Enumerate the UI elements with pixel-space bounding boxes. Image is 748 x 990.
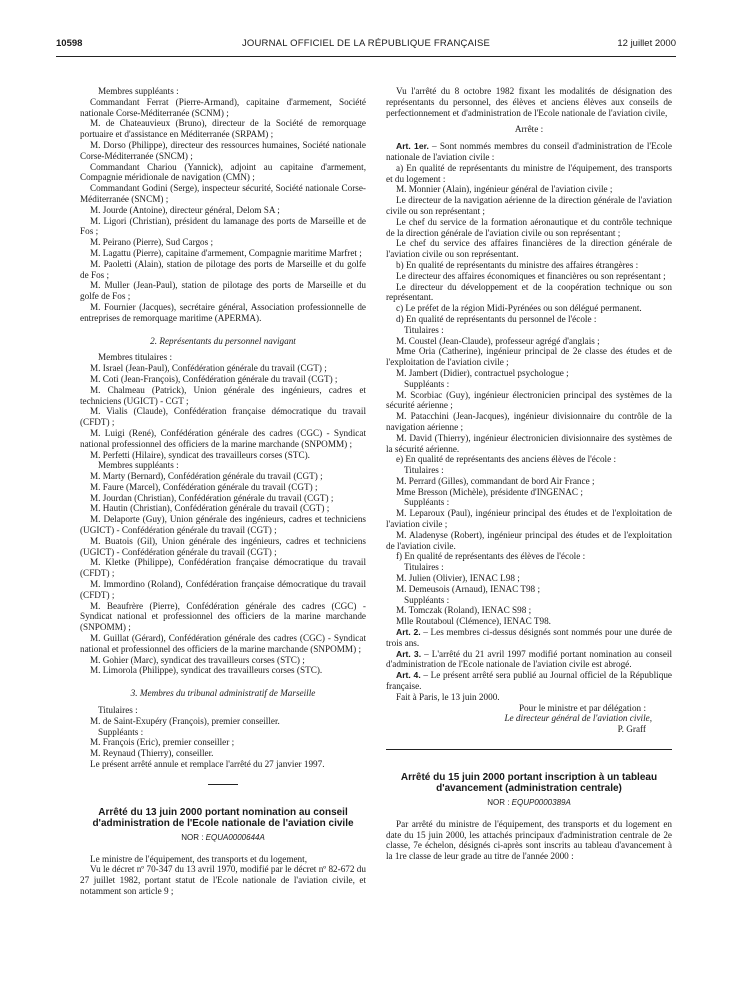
paragraph: M. Buatois (Gil), Union générale des ingénieurs, cadres et techniciens (UGICT) - Confédération générale du travail (CGT) ; (80, 535, 366, 557)
paragraph: Le chef du service de la formation aéronautique et du contrôle technique de la direction générale de l'aviation civile ou son représentant ; (386, 216, 672, 238)
paragraph: M. Limorola (Philippe), syndicat des travailleurs corses (STC). (90, 665, 323, 676)
paragraph: Suppléants : (98, 726, 144, 737)
paragraph: Le directeur de la navigation aérienne de la direction générale de l'aviation civile ou son représentant ; (386, 195, 672, 216)
paragraph: b) En qualité de représentants du ministre des affaires étrangères : (396, 259, 639, 270)
paragraph: Commandant Ferrat (Pierre-Armand), capitaine d'armement, Société nationale Corse-Méditerranée (SCNM) ; (80, 96, 366, 118)
nor-label: NOR : (487, 798, 510, 808)
paragraph: M. David (Thierry), ingénieur électronicien divisionnaire des systèmes de la sécurité aérienne. (386, 432, 672, 454)
paragraph: a) En qualité de représentants du ministre de l'équipement, des transports et du logement : (386, 162, 672, 184)
paragraph: Titulaires : (404, 324, 444, 335)
paragraph: M. Kletke (Philippe), Confédération française démocratique du travail (CFDT) ; (80, 557, 366, 579)
paragraph: M. Monnier (Alain), ingénieur général de l'aviation civile ; (396, 184, 613, 195)
signature-line: Pour le ministre et par délégation : (518, 702, 646, 713)
paragraph: M. Perrard (Gilles), commandant de bord Air France ; (396, 475, 595, 486)
paragraph: Titulaires : (404, 562, 444, 573)
paragraph: Commandant Chariou (Yannick), adjoint au capitaine d'armement, Compagnie méridionale de navigation (CMN) ; (80, 161, 366, 183)
paragraph: M. Beaufrère (Pierre), Confédération générale des cadres (CGC) - Syndicat national et professionnel des officiers de la marine marchande (SNPOMM) ; (80, 600, 366, 633)
paragraph: M. Peirano (Pierre), Sud Cargos ; (90, 237, 214, 248)
paragraph: Le directeur des affaires économiques et financières ou son représentant ; (396, 270, 666, 281)
article-1: Art. 1er. – Sont nommés membres du conseil d'administration de l'Ecole nationale de l'aviation civile : (386, 141, 672, 162)
paragraph: Membres titulaires : (98, 352, 172, 363)
article-3: Art. 3. – L'arrêté du 21 avril 1997 modifié portant nomination au conseil d'administration de l'Ecole nationale de l'aviation civile est abrogé. (386, 648, 673, 670)
paragraph: M. Jourde (Antoine), directeur général, Delom SA ; (90, 204, 280, 215)
paragraph: M. Demeusois (Arnaud), IENAC T98 ; (396, 583, 541, 594)
separator (386, 749, 672, 750)
paragraph: Le chef du service des affaires financières de la direction générale de l'aviation civile ou son représentant. (386, 238, 672, 260)
paragraph: M. Reynaud (Thierry), conseiller. (90, 748, 214, 759)
nor-reference (80, 833, 366, 844)
paragraph: M. Faure (Marcel), Confédération générale du travail (CGT) ; (90, 481, 318, 492)
article-label: Art. 2. (396, 627, 421, 638)
page-header (56, 38, 676, 54)
paragraph: M. Israel (Jean-Paul), Confédération générale du travail (CGT) ; (90, 363, 327, 374)
paragraph: M. Dorso (Philippe), directeur des ressources humaines, Société nationale Corse-Méditerranée (SNCM) ; (80, 139, 366, 161)
paragraph: M. Chalmeau (Patrick), Union générale des ingénieurs, cadres et techniciens (UGICT) - CGT ; (80, 384, 366, 406)
paragraph: M. Muller (Jean-Paul), station de pilotage des ports de Marseille et du golfe de Fos ; (80, 280, 366, 302)
paragraph: M. Scorbiac (Guy), ingénieur électronicien principal des systèmes de la sécurité aérienne ; (386, 389, 672, 411)
left-column (80, 86, 366, 897)
header-rule (56, 56, 676, 57)
paragraph: M. Luigi (René), Confédération générale des cadres (CGC) - Syndicat national professionnel des officiers de la marine marchande (SNPOMM) ; (80, 427, 366, 449)
paragraph: M. Gohier (Marc), syndicat des travailleurs corses (STC) ; (90, 654, 305, 665)
paragraph: M. de Saint-Exupéry (François), premier conseiller. (90, 715, 280, 726)
paragraph: f) En qualité de représentants des élèves de l'école : (396, 551, 586, 562)
section-heading: 2. Représentants du personnel navigant (150, 335, 296, 346)
paragraph: Mme Oria (Catherine), ingénieur principal de 2e classe des études et de l'exploitation de l'aviation civile ; (386, 346, 672, 368)
paragraph: M. Marty (Bernard), Confédération générale du travail (CGT) ; (90, 471, 323, 482)
signature-title: Le directeur général de l'aviation civile, (504, 713, 652, 724)
paragraph: M. Tomczak (Roland), IENAC S98 ; (396, 605, 532, 616)
publication-date: 12 juillet 2000 (617, 38, 676, 49)
paragraph: Suppléants : (404, 497, 450, 508)
paragraph: M. Jourdan (Christian), Confédération générale du travail (CGT) ; (90, 492, 334, 503)
paragraph: Par arrêté du ministre de l'équipement, des transports et du logement en date du 15 juin 2000, les attachés principaux d'administration centrale de 2e classe, 7e échelon, désignés ci-après sont inscrits au tableau d'avancement à la 1re classe de leur grade au titre de l'année 2000 : (386, 818, 672, 862)
paragraph: M. Delaporte (Guy), Union générale des ingénieurs, cadres et techniciens (UGICT) - Confédération générale du travail (CGT) ; (80, 514, 366, 536)
paragraph: M. Patacchini (Jean-Jacques), ingénieur divisionnaire du contrôle de la navigation aérienne ; (386, 411, 672, 432)
paragraph: Vu le décret nº 70-347 du 13 avril 1970, modifié par le décret nº 82-672 du 27 juillet 1982, portant statut de l'Ecole nationale de l'aviation civile, et notamment son article 9 ; (80, 864, 366, 896)
arrete-heading: Arrête : (514, 124, 544, 135)
paragraph: M. Vialis (Claude), Confédération française démocratique du travail (CFDT) ; (80, 406, 366, 428)
paragraph: Mme Bresson (Michèle), présidente d'INGENAC ; (396, 486, 583, 497)
paragraph: M. Immordino (Roland), Confédération française démocratique du travail (CFDT) ; (80, 579, 366, 600)
paragraph: M. Jambert (Didier), contractuel psychologue ; (396, 367, 569, 378)
nor-code: EQUP0000389A (511, 798, 571, 808)
article-2: Art. 2. – Les membres ci-dessus désignés sont nommés pour une durée de trois ans. (386, 627, 672, 648)
paragraph: Commandant Godini (Serge), inspecteur sécurité, Société nationale Corse-Méditerranée (SNCM) ; (80, 183, 366, 204)
paragraph: Le directeur du développement et de la coopération technique ou son représentant. (386, 281, 672, 303)
paragraph: M. Lagattu (Pierre), capitaine d'armement, Compagnie maritime Marfret ; (90, 247, 362, 258)
nor-label: NOR : (181, 832, 204, 842)
article-label: Art. 1er. (396, 141, 429, 152)
paragraph: M. Ligori (Christian), président du lamanage des ports de Marseille et de Fos ; (80, 215, 366, 237)
nor-reference (386, 798, 672, 809)
paragraph: Mlle Routaboul (Clémence), IENAC T98. (396, 616, 551, 627)
paragraph: d) En qualité de représentants du personnel de l'école : (396, 313, 597, 324)
nor-code: EQUA0000644A (205, 832, 265, 842)
paragraph: M. Guillat (Gérard), Confédération générale des cadres (CGC) - Syndicat national et professionnel des officiers de la marine marchande (SNPOMM) ; (80, 633, 366, 654)
paragraph: M. Coti (Jean-François), Confédération générale du travail (CGT) ; (90, 373, 338, 384)
paragraph: Titulaires : (404, 465, 444, 476)
article-title: Arrêté du 15 juin 2000 portant inscription à un tableau d'avancement (administration centrale) (400, 772, 658, 795)
paragraph: M. Aladenyse (Robert), ingénieur principal des études et de l'exploitation de l'aviation civile. (386, 529, 672, 551)
paragraph: Vu l'arrêté du 8 octobre 1982 fixant les modalités de désignation des représentants du personnel, des élèves et anciens élèves aux conseils de perfectionnement et d'administration de l'Ecole nationale de l'aviation civile, (386, 86, 672, 118)
paragraph: Fait à Paris, le 13 juin 2000. (396, 691, 500, 702)
paragraph: M. François (Eric), premier conseiller ; (90, 737, 235, 748)
journal-title: JOURNAL OFFICIEL DE LA RÉPUBLIQUE FRANÇAISE (241, 38, 491, 49)
paragraph: M. Hautin (Christian), Confédération générale du travail (CGT) ; (90, 503, 330, 514)
separator (208, 784, 238, 785)
article-label: Art. 4. (396, 670, 421, 681)
paragraph: Suppléants : (404, 378, 450, 389)
paragraph: Le ministre de l'équipement, des transports et du logement, (90, 853, 307, 864)
paragraph: M. Julien (Olivier), IENAC L98 ; (396, 573, 520, 584)
page-number: 10598 (56, 38, 83, 49)
paragraph: M. Paoletti (Alain), station de pilotage des ports de Marseille et du golfe de Fos ; (80, 258, 366, 280)
signature-name: P. Graff (617, 724, 646, 735)
paragraph: c) Le préfet de la région Midi-Pyrénées ou son délégué permanent. (396, 303, 642, 314)
paragraph: Titulaires : (98, 705, 138, 716)
paragraph: e) En qualité de représentants des anciens élèves de l'école : (396, 454, 617, 465)
paragraph: M. Leparoux (Paul), ingénieur principal des études et de l'exploitation de l'aviation civile ; (386, 508, 672, 530)
paragraph: M. Perfetti (Hilaire), syndicat des travailleurs corses (STC). (90, 449, 310, 460)
article-title: Arrêté du 13 juin 2000 portant nomination au conseil d'administration de l'Ecole nationale de l'aviation civile (92, 806, 354, 829)
article-4: Art. 4. – Le présent arrêté sera publié au Journal officiel de la République française. (386, 670, 672, 692)
paragraph: M. Coustel (Jean-Claude), professeur agrégé d'anglais ; (396, 335, 600, 346)
article-label: Art. 3. (396, 648, 422, 659)
section-heading: 3. Membres du tribunal administratif de Marseille (130, 688, 316, 699)
paragraph: Le présent arrêté annule et remplace l'arrêté du 27 janvier 1997. (90, 759, 325, 770)
paragraph: M. de Chateauvieux (Bruno), directeur de la Société de remorquage portuaire et d'assistance en Méditerranée (SRPAM) ; (80, 118, 366, 140)
paragraph: Membres suppléants : (98, 460, 179, 471)
paragraph: M. Fournier (Jacques), secrétaire général, Association professionnelle de entreprises de remorquage maritime (APERMA). (80, 301, 366, 323)
paragraph: Membres suppléants : (98, 86, 179, 96)
paragraph: Suppléants : (404, 594, 450, 605)
right-column (386, 86, 672, 862)
